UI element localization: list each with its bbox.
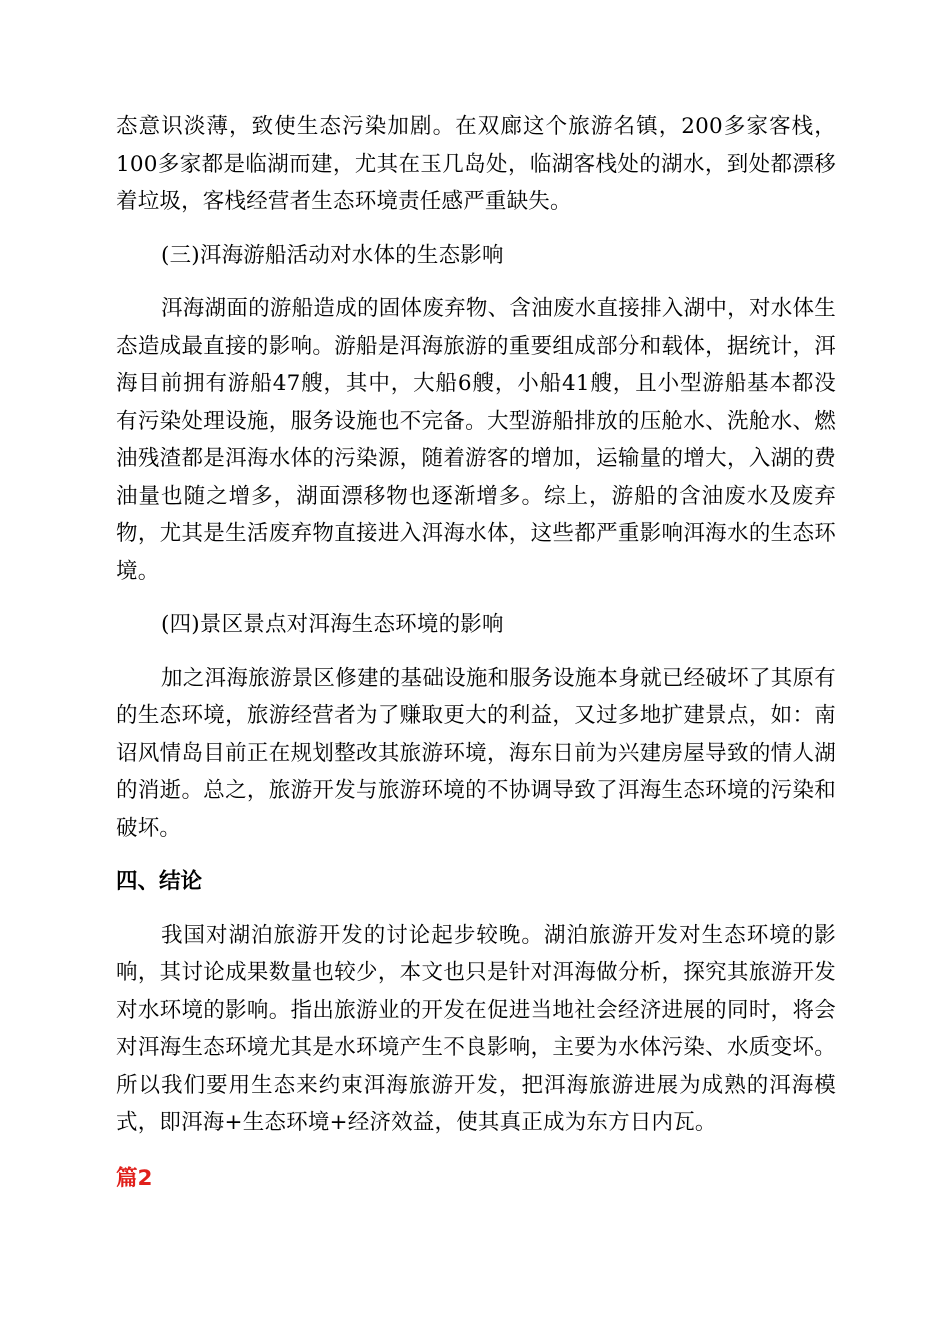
spacer (116, 590, 836, 606)
paragraph-scenic-impact: 加之洱海旅游景区修建的基础设施和服务设施本身就已经破坏了其原有的生态环境，旅游经营者为了赚取更大的利益，又过多地扩建景点，如：南诏风情岛目前正在规划整改其旅游环境，海东日前为兴建房屋导致的情人湖的消逝。总之，旅游开发与旅游环境的不协调导致了洱海生态环境的污染和破坏。 (116, 665, 836, 841)
paragraph-conclusion: 我国对湖泊旅游开发的讨论起步较晚。湖泊旅游开发对生态环境的影响，其讨论成果数量也较少，本文也只是针对洱海做分析，探究其旅游开发对水环境的影响。指出旅游业的开发在促进当地社会经济进展的同时，将会对洱海生态环境尤其是水环境产生不良影响，主要为水体污染、水质变坏。所以我们要用生态来约束洱海旅游开发，把洱海旅游进展为成熟的洱海模式，即洱海+生态环境+经济效益，使其真正成为东方日内瓦。 (116, 922, 836, 1135)
paragraph-boat-impact: 洱海湖面的游船造成的固体废弃物、含油废水直接排入湖中，对水体生态造成最直接的影响。游船是洱海旅游的重要组成部分和载体，据统计，洱海目前拥有游船47艘，其中，大船6艘，小船41艘，且小型游船基本都没有污染处理设施，服务设施也不完备。大型游船排放的压舱水、洗舱水、燃油残渣都是洱海水体的污染源，随着游客的增加，运输量的增大，入湖的费油量也随之增多，湖面漂移物也逐渐增多。综上，游船的含油废水及废弃物，尤其是生活废弃物直接进入洱海水体，这些都严重影响洱海水的生态环境。 (116, 296, 836, 584)
spacer (116, 644, 836, 660)
chapter-heading: 篇2 (116, 1165, 153, 1191)
spacer (116, 847, 836, 863)
spacer (116, 274, 836, 290)
subsection-heading-4: (四)景区景点对洱海生态环境的影响 (161, 612, 504, 637)
spacer (116, 221, 836, 237)
spacer (116, 1142, 836, 1160)
document-page (116, 108, 836, 1197)
section-heading-conclusion: 四、结论 (116, 869, 203, 894)
intro-paragraph: 态意识淡薄，致使生态污染加剧。在双廊这个旅游名镇，200多家客栈，100多家都是临湖而建，尤其在玉几岛处，临湖客栈处的湖水，到处都漂移着垃圾，客栈经营者生态环境责任感严重缺失。 (116, 114, 836, 214)
subsection-heading-3: (三)洱海游船活动对水体的生态影响 (161, 242, 504, 268)
spacer (116, 901, 836, 917)
